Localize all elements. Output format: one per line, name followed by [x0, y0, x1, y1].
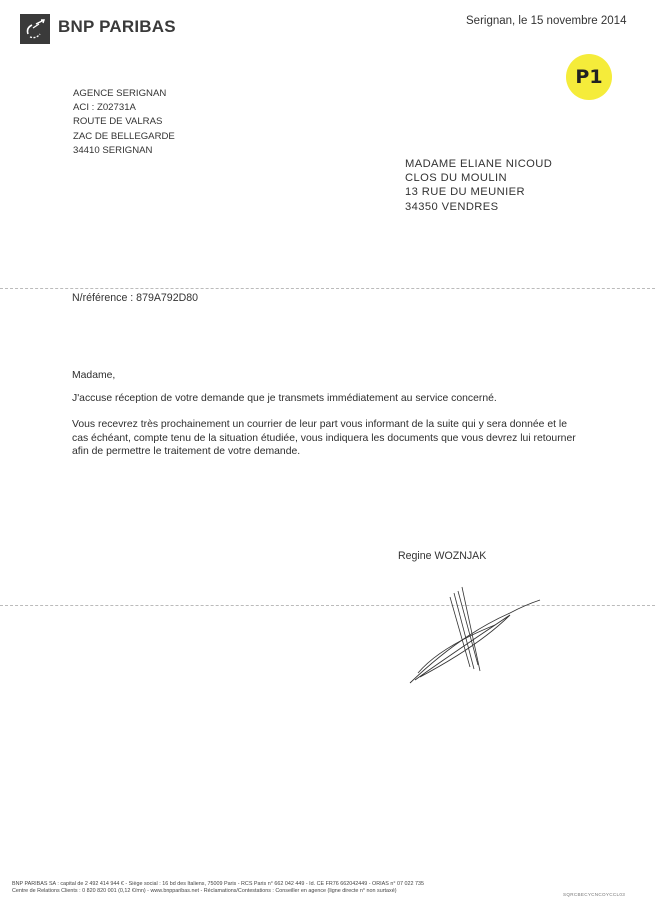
bank-name: BNP PARIBAS — [58, 17, 176, 36]
legal-footer — [12, 881, 424, 895]
reference-number: N/référence : 879A792D80 — [72, 292, 199, 304]
signer-name: Regine WOZNJAK — [398, 550, 487, 562]
paragraph-2 — [72, 418, 632, 459]
footer-line-1: BNP PARIBAS SA : capital de 2 492 414 944 € - Siège social : 16 bd des Italiens, 75009 Paris - RCS Paris n° 662 042 449 - Id. CE FR76 662042449 - ORIAS n° 07 022 735 — [12, 881, 424, 887]
sender-line: ACI : Z02731A — [73, 102, 136, 114]
sender-line: ROUTE DE VALRAS — [73, 116, 163, 128]
paragraph-line: cas échéant, compte tenu de la situation étudiée, vous indiquera les documents que vous devrez lui retourner — [72, 432, 576, 444]
bnp-logo-icon — [20, 14, 50, 44]
paragraph-line: Vous recevrez très prochainement un courrier de leur part vous informant de la suite qui y sera donnée et le — [72, 419, 567, 430]
paragraph-1: J'accuse réception de votre demande que je transmets immédiatement au service concerné. — [72, 393, 497, 404]
salutation: Madame, — [72, 370, 116, 381]
signature-icon — [400, 585, 550, 690]
sender-address — [73, 87, 175, 158]
recipient-line: MADAME ELIANE NICOUD — [405, 158, 553, 170]
recipient-line: 13 RUE DU MEUNIER — [405, 186, 525, 199]
place-date: Serignan, le 15 novembre 2014 — [466, 15, 627, 27]
recipient-line: 34350 VENDRES — [405, 200, 499, 213]
sender-line: AGENCE SERIGNAN — [73, 88, 167, 99]
paragraph-line: afin de permettre le traitement de votre demande. — [72, 446, 301, 458]
sender-line: 34410 SERIGNAN — [73, 144, 153, 156]
fold-line — [0, 605, 655, 606]
recipient-address — [405, 157, 552, 214]
recipient-line: CLOS DU MOULIN — [405, 172, 507, 185]
fold-line — [0, 288, 655, 289]
page-badge: P1 — [566, 54, 612, 100]
document-code: SQRCBECYCNCOYCCL03 — [563, 892, 626, 897]
footer-line-2: Centre de Relations Clients : 0 820 820 001 (0,12 €/mn) - www.bnpparibas.net - Réclamations/Contestations : Conseiller en agence (ligne directe n° non surtaxé) — [12, 888, 397, 895]
sender-line: ZAC DE BELLEGARDE — [73, 130, 175, 142]
